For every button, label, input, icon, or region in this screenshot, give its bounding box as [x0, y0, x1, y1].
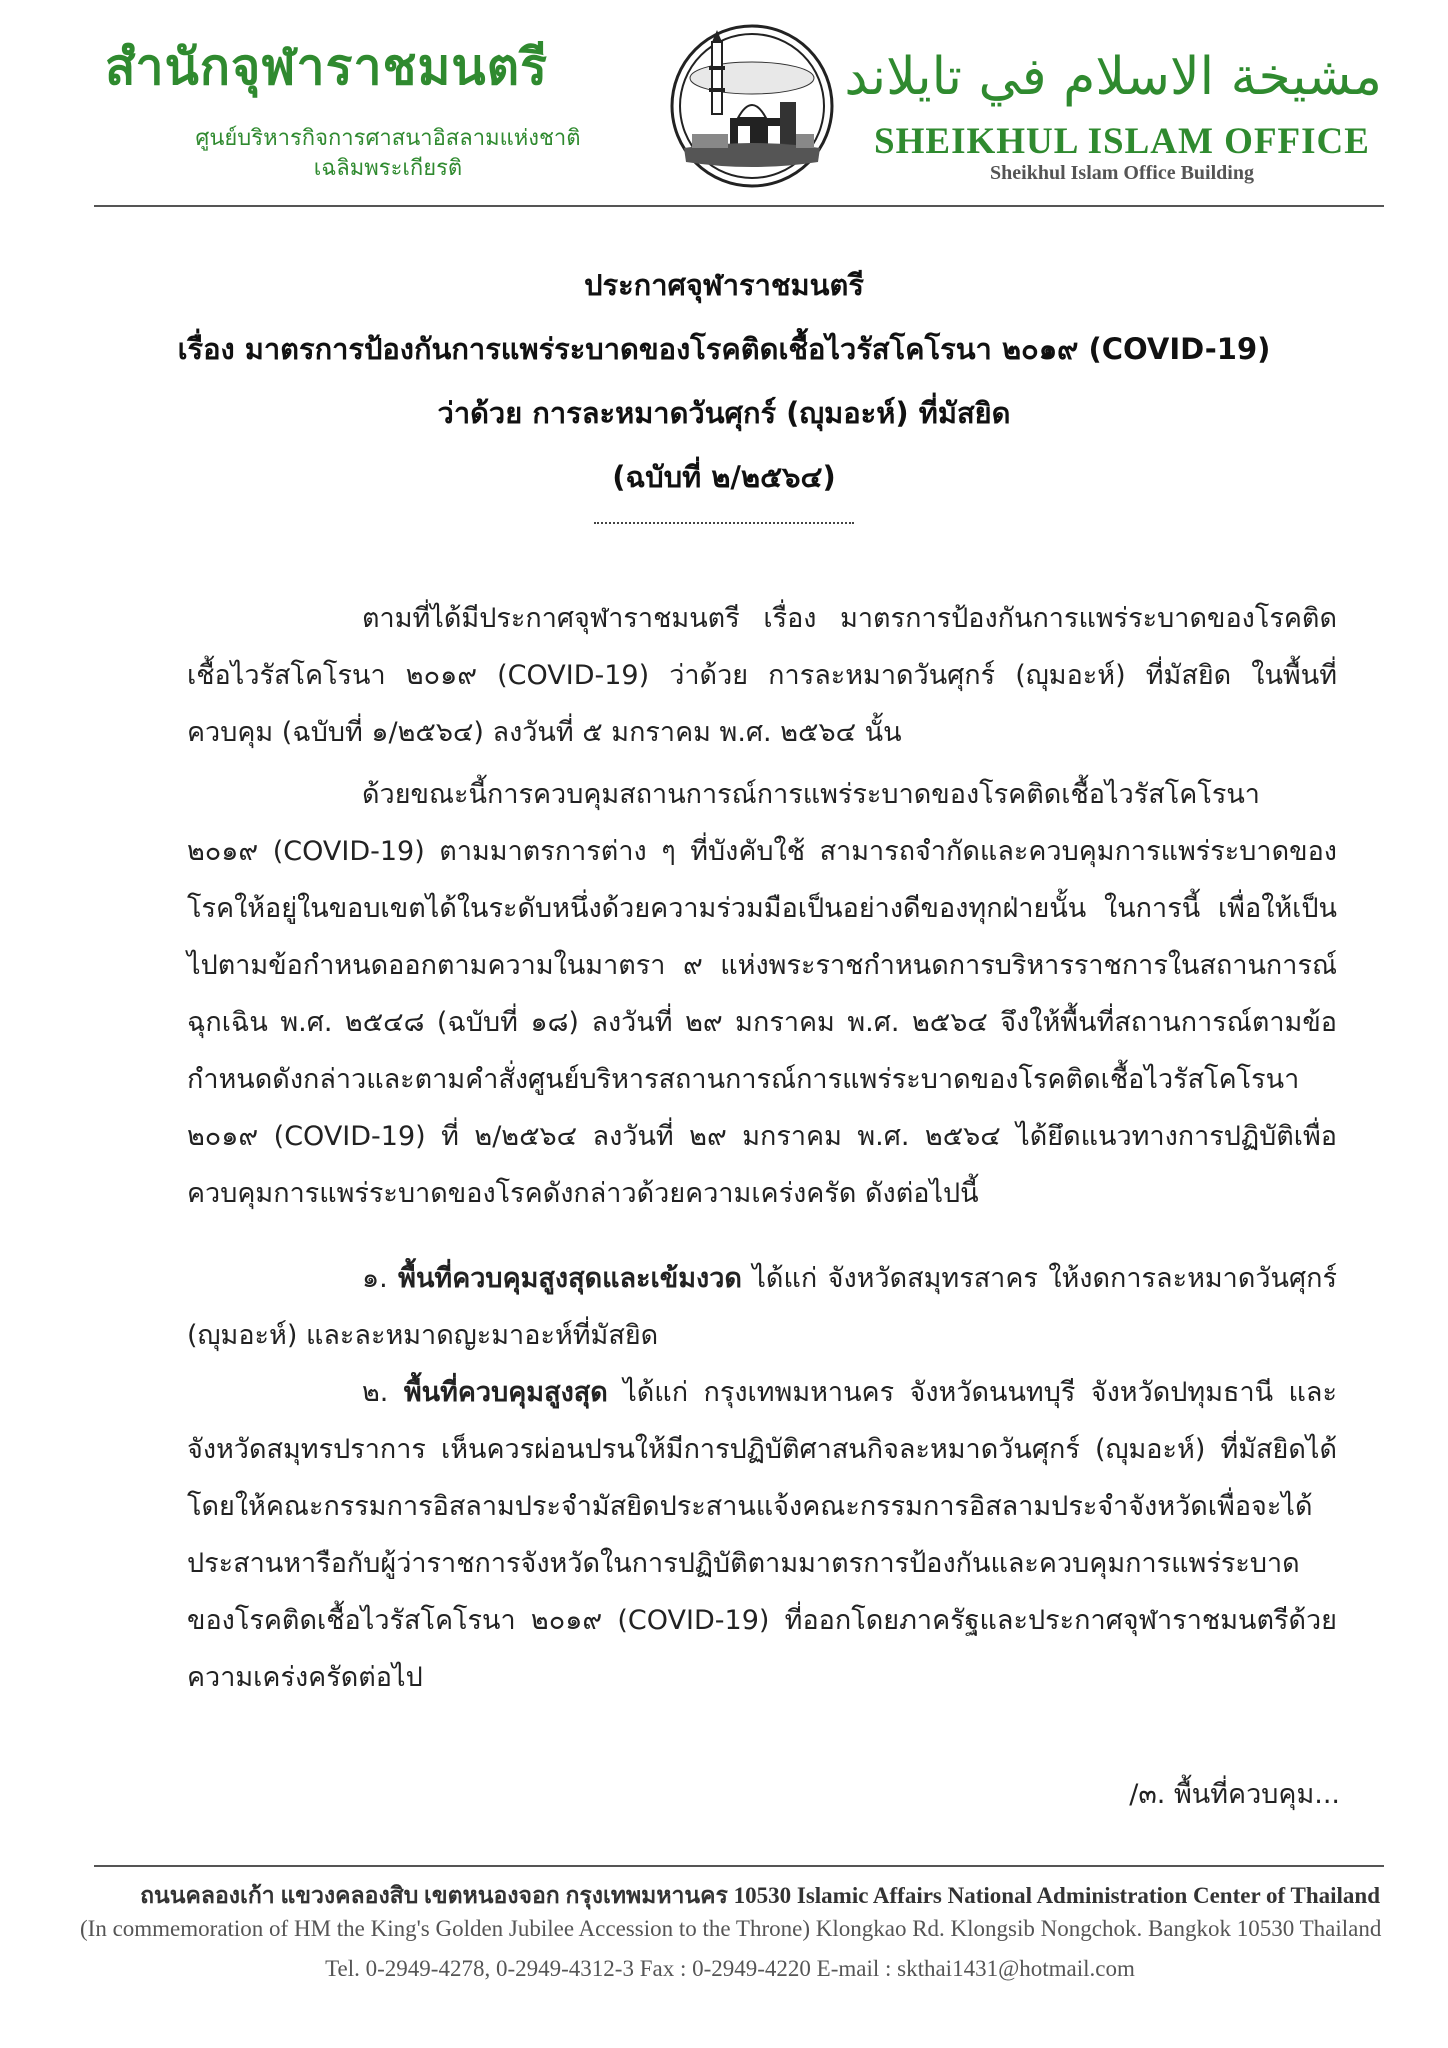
announcement-heading: ประกาศจุฬาราชมนตรี — [584, 268, 864, 302]
office-name-arabic: مشيخة الاسلام في تايلاند — [844, 47, 1382, 107]
list-item-2-number: ๒. — [362, 1377, 389, 1408]
title-separator — [594, 522, 854, 524]
list-item-1-text: ได้แก่ จังหวัดสมุทรสาคร ให้งดการละหมาดวันศุกร์ (ญุมอะห์) และละหมาดญะมาอะห์ที่มัสยิด — [187, 1263, 1337, 1351]
office-subtitle-thai-2: เฉลิมพระเกียรติ — [313, 156, 463, 181]
list-item-2-text: ได้แก่ กรุงเทพมหานคร จังหวัดนนทบุรี จังหวัดปทุมธานี และจังหวัดสมุทรปราการ เห็นควรผ่อนปรนให้มีการปฏิบัติศาสนกิจละหมาดวันศุกร์ (ญุมอะห์) ที่มัสยิดได้ โดยให้คณะกรรมการอิสลามประจำมัสยิดประสานแจ้งคณะกรรมการอิสลามประจำจังหวัดเพื่อจะได้ประสานหารือกับผู้ว่าราชการจังหวัดในการปฏิบัติตามมาตรการป้องกันและควบคุมการแพร่ระบาดของโรคติดเชื้อไวรัสโคโรนา ๒๐๑๙ (COVID-19) ที่ออกโดยภาครัฐและประกาศจุฬาราชมนตรีด้วยความเคร่งครัดต่อไป — [187, 1377, 1337, 1693]
announcement-issue-number: (ฉบับที่ ๒/๒๕๖๔) — [612, 460, 836, 494]
office-subtitle-thai-1: ศูนย์บริหารกิจการศาสนาอิสลามแห่งชาติ — [195, 126, 581, 151]
list-item-1 — [187, 1250, 1337, 1364]
paragraph-2: ด้วยขณะนี้การควบคุมสถานการณ์การแพร่ระบาดของโรคติดเชื้อไวรัสโคโรนา ๒๐๑๙ (COVID-19) ตามมาตรการต่าง ๆ ที่บังคับใช้ สามารถจำกัดและควบคุมการแพร่ระบาดของโรคให้อยู่ในขอบเขตได้ในระดับหนึ่งด้วยความร่วมมือเป็นอย่างดีของทุกฝ่ายนั้น ในการนี้ เพื่อให้เป็นไปตามข้อกำหนดออกตามความในมาตรา ๙ แห่งพระราชกำหนดการบริหารราชการในสถานการณ์ฉุกเฉิน พ.ศ. ๒๕๔๘ (ฉบับที่ ๑๘) ลงวันที่ ๒๙ มกราคม พ.ศ. ๒๕๖๔ จึงให้พื้นที่สถานการณ์ตามข้อกำหนดดังกล่าวและตามคำสั่งศูนย์บริหารสถานการณ์การแพร่ระบาดของโรคติดเชื้อไวรัสโคโรนา ๒๐๑๙ (COVID-19) ที่ ๒/๒๕๖๔ ลงวันที่ ๒๙ มกราคม พ.ศ. ๒๕๖๔ ได้ยึดแนวทางการปฏิบัติเพื่อควบคุมการแพร่ระบาดของโรคดังกล่าวด้วยความเคร่งครัด ดังต่อไปนี้ — [187, 779, 1337, 1209]
list-item-2-heading: พื้นที่ควบคุมสูงสุด — [403, 1377, 608, 1408]
list-item-1-number: ๑. — [362, 1263, 388, 1294]
office-name-english: SHEIKHUL ISLAM OFFICE — [874, 121, 1370, 162]
announcement-subject: เรื่อง มาตรการป้องกันการแพร่ระบาดของโรคติดเชื้อไวรัสโคโรนา ๒๐๑๙ (COVID-19) — [177, 332, 1271, 366]
footer-address-english: (In commemoration of HM the King's Golden Jubilee Accession to the Throne) Klongkao Rd. Klongsib Nongchok. Bangkok 10530 Thailand — [80, 1916, 1382, 1941]
announcement-topic: ว่าด้วย การละหมาดวันศุกร์ (ญุมอะห์) ที่มัสยิด — [437, 396, 1011, 430]
document-body — [187, 590, 1337, 1706]
footer-address: ถนนคลองเก้า แขวงคลองสิบ เขตหนองจอก กรุงเทพมหานคร 10530 Islamic Affairs National Administration Center of Thailand — [140, 1883, 1380, 1908]
office-name-thai: สำนักจุฬาราชมนตรี — [105, 38, 548, 96]
footer-contact: Tel. 0-2949-4278, 0-2949-4312-3 Fax : 0-2949-4220 E-mail : skthai1431@hotmail.com — [325, 1956, 1135, 1981]
footer-divider — [94, 1865, 1384, 1867]
header-divider — [94, 205, 1384, 207]
office-building-english: Sheikhul Islam Office Building — [990, 162, 1254, 184]
page-continuation: /๓. พื้นที่ควบคุม... — [1129, 1779, 1340, 1810]
mosque-emblem-icon — [668, 22, 836, 190]
list-item-2 — [187, 1364, 1337, 1706]
paragraph-1: ตามที่ได้มีประกาศจุฬาราชมนตรี เรื่อง มาตรการป้องกันการแพร่ระบาดของโรคติดเชื้อไวรัสโคโรนา ๒๐๑๙ (COVID-19) ว่าด้วย การละหมาดวันศุกร์ (ญุมอะห์) ที่มัสยิด ในพื้นที่ควบคุม (ฉบับที่ ๑/๒๕๖๔) ลงวันที่ ๕ มกราคม พ.ศ. ๒๕๖๔ นั้น — [187, 603, 1337, 748]
list-item-1-heading: พื้นที่ควบคุมสูงสุดและเข้มงวด — [398, 1263, 742, 1294]
